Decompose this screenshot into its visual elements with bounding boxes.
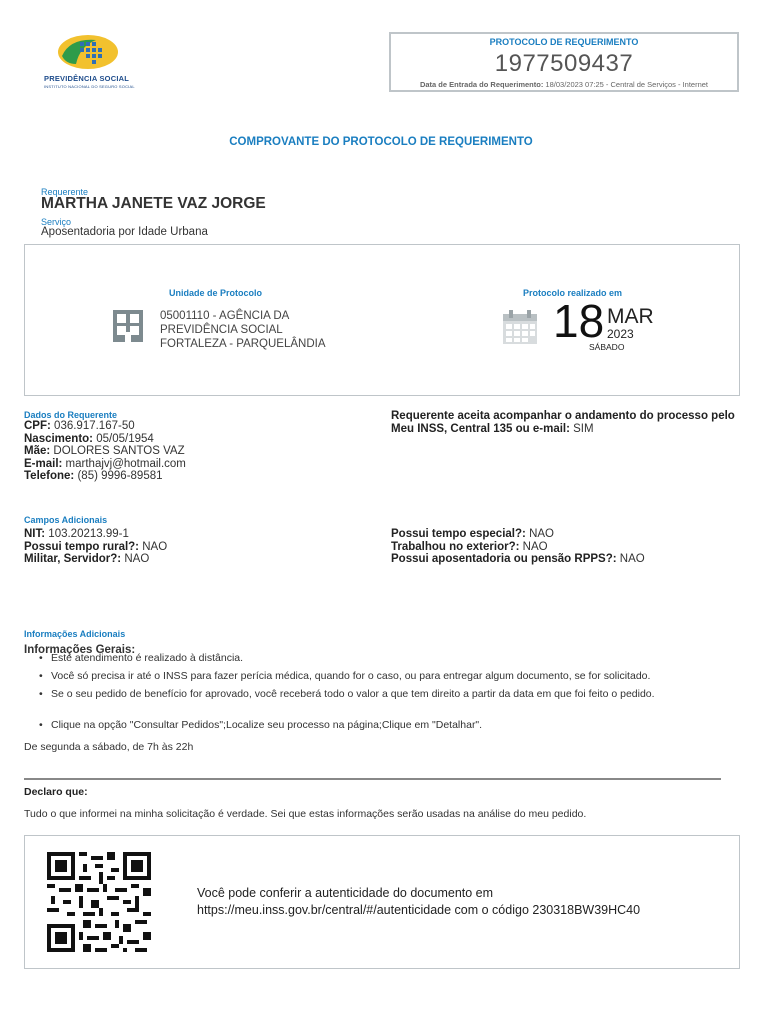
service-label: Serviço — [41, 217, 72, 227]
hours-text: De segunda a sábado, de 7h às 22h — [24, 741, 194, 753]
mae-value: DOLORES SANTOS VAZ — [53, 445, 185, 457]
rural-value: NAO — [142, 540, 168, 553]
dados-label: Dados do Requerente — [24, 410, 118, 420]
rpps-value: NAO — [619, 553, 645, 565]
militar-label: Militar, Servidor?: — [24, 553, 122, 565]
aceita-line1: Requerente aceita acompanhar o andamento do processo pelo — [391, 410, 735, 422]
service-value: Aposentadoria por Idade Urbana — [41, 226, 208, 238]
especial-value: NAO — [529, 528, 554, 540]
authenticity-text — [197, 885, 640, 919]
unidade-address — [160, 309, 326, 351]
campos-label: Campos Adicionais — [24, 515, 108, 525]
declaro-text: Tudo o que informei na minha solicitação é verdade. Sei que estas informações serão usadas na análise do meu pedido. — [24, 808, 587, 820]
logo-subtitle: INSTITUTO NACIONAL DO SEGURO SOCIAL — [44, 84, 135, 89]
campos-right — [391, 528, 645, 566]
list-item: • Você só precisa ir até o INSS para fazer perícia médica, quando for o caso, ou para entregar algum documento, se for solicitado. — [51, 670, 650, 682]
email-label: E-mail: — [24, 457, 63, 470]
authenticity-line2: https://meu.inss.gov.br/central/#/autenticidade com o código 230318BW39HC40 — [197, 903, 641, 917]
authenticity-line1: Você pode conferir a autenticidade do documento em — [197, 886, 494, 900]
protocol-number: 1977509437 — [494, 50, 634, 77]
unidade-line2: PREVIDÊNCIA SOCIAL — [160, 324, 283, 336]
protocol-box — [389, 32, 739, 92]
list-item: • Se o seu pedido de benefício for aprovado, você receberá todo o valor a que tem direito a partir da data em que foi feito o pedido. — [51, 688, 655, 700]
entry-date — [391, 80, 737, 89]
aceita-acompanhar — [391, 410, 735, 435]
protocol-label: PROTOCOLO DE REQUERIMENTO — [489, 37, 639, 47]
building-icon — [111, 308, 147, 349]
dados-list — [24, 420, 186, 483]
email-value: marthajvj@hotmail.com — [65, 457, 186, 470]
nasc-value: 05/05/1954 — [96, 432, 154, 445]
nasc-label: Nascimento: — [24, 432, 94, 445]
declaro-label: Declaro que: — [24, 786, 88, 798]
militar-value: NAO — [124, 553, 150, 565]
protocol-weekday: SÁBADO — [589, 342, 625, 352]
tel-label: Telefone: — [24, 470, 75, 482]
rural-label: Possui tempo rural?: — [24, 540, 140, 553]
entry-value: 18/03/2023 07:25 - Central de Serviços - Internet — [545, 80, 709, 89]
divider — [24, 778, 721, 780]
qr-code — [47, 852, 151, 957]
protocolo-realizado-label: Protocolo realizado em — [523, 288, 623, 298]
aceita-value: SIM — [573, 422, 594, 435]
requerente-label: Requerente — [41, 187, 89, 197]
protocol-month: MAR — [607, 305, 654, 328]
info-gerais-text: Informações Gerais: — [24, 644, 136, 656]
campos-left — [24, 528, 167, 566]
protocol-year: 2023 — [607, 327, 634, 341]
protocol-day: 18 — [553, 295, 605, 347]
requerente-name: MARTHA JANETE VAZ JORGE — [41, 195, 266, 212]
tel-value: (85) 9996-89581 — [77, 470, 163, 482]
list-item: • Clique na opção "Consultar Pedidos";Localize seu processo na página;Clique em "Detalhar". — [51, 719, 482, 731]
nit-label: NIT: — [24, 528, 46, 540]
mae-label: Mãe: — [24, 445, 51, 457]
page-title: COMPROVANTE DO PROTOCOLO DE REQUERIMENTO — [229, 136, 533, 148]
unidade-label: Unidade de Protocolo — [169, 288, 263, 298]
especial-label: Possui tempo especial?: — [391, 528, 526, 540]
nit-value: 103.20213.99-1 — [48, 528, 129, 540]
exterior-label: Trabalhou no exterior?: — [391, 540, 520, 553]
logo-title: PREVIDÊNCIA SOCIAL — [44, 74, 129, 83]
aceita-line2: Meu INSS, Central 135 ou e-mail: — [391, 422, 570, 435]
cpf-label: CPF: — [24, 420, 51, 432]
calendar-icon — [501, 308, 539, 351]
list-item: • Este atendimento é realizado à distância. — [51, 652, 243, 664]
unidade-line1: 05001110 - AGÊNCIA DA — [160, 310, 290, 322]
info-label: Informações Adicionais — [24, 629, 126, 639]
unidade-line3: FORTALEZA - PARQUELÂNDIA — [160, 338, 326, 350]
rpps-label: Possui aposentadoria ou pensão RPPS?: — [391, 553, 617, 565]
entry-label: Data de Entrada do Requerimento: — [419, 80, 544, 89]
exterior-value: NAO — [522, 540, 548, 553]
cpf-value: 036.917.167-50 — [54, 420, 135, 432]
